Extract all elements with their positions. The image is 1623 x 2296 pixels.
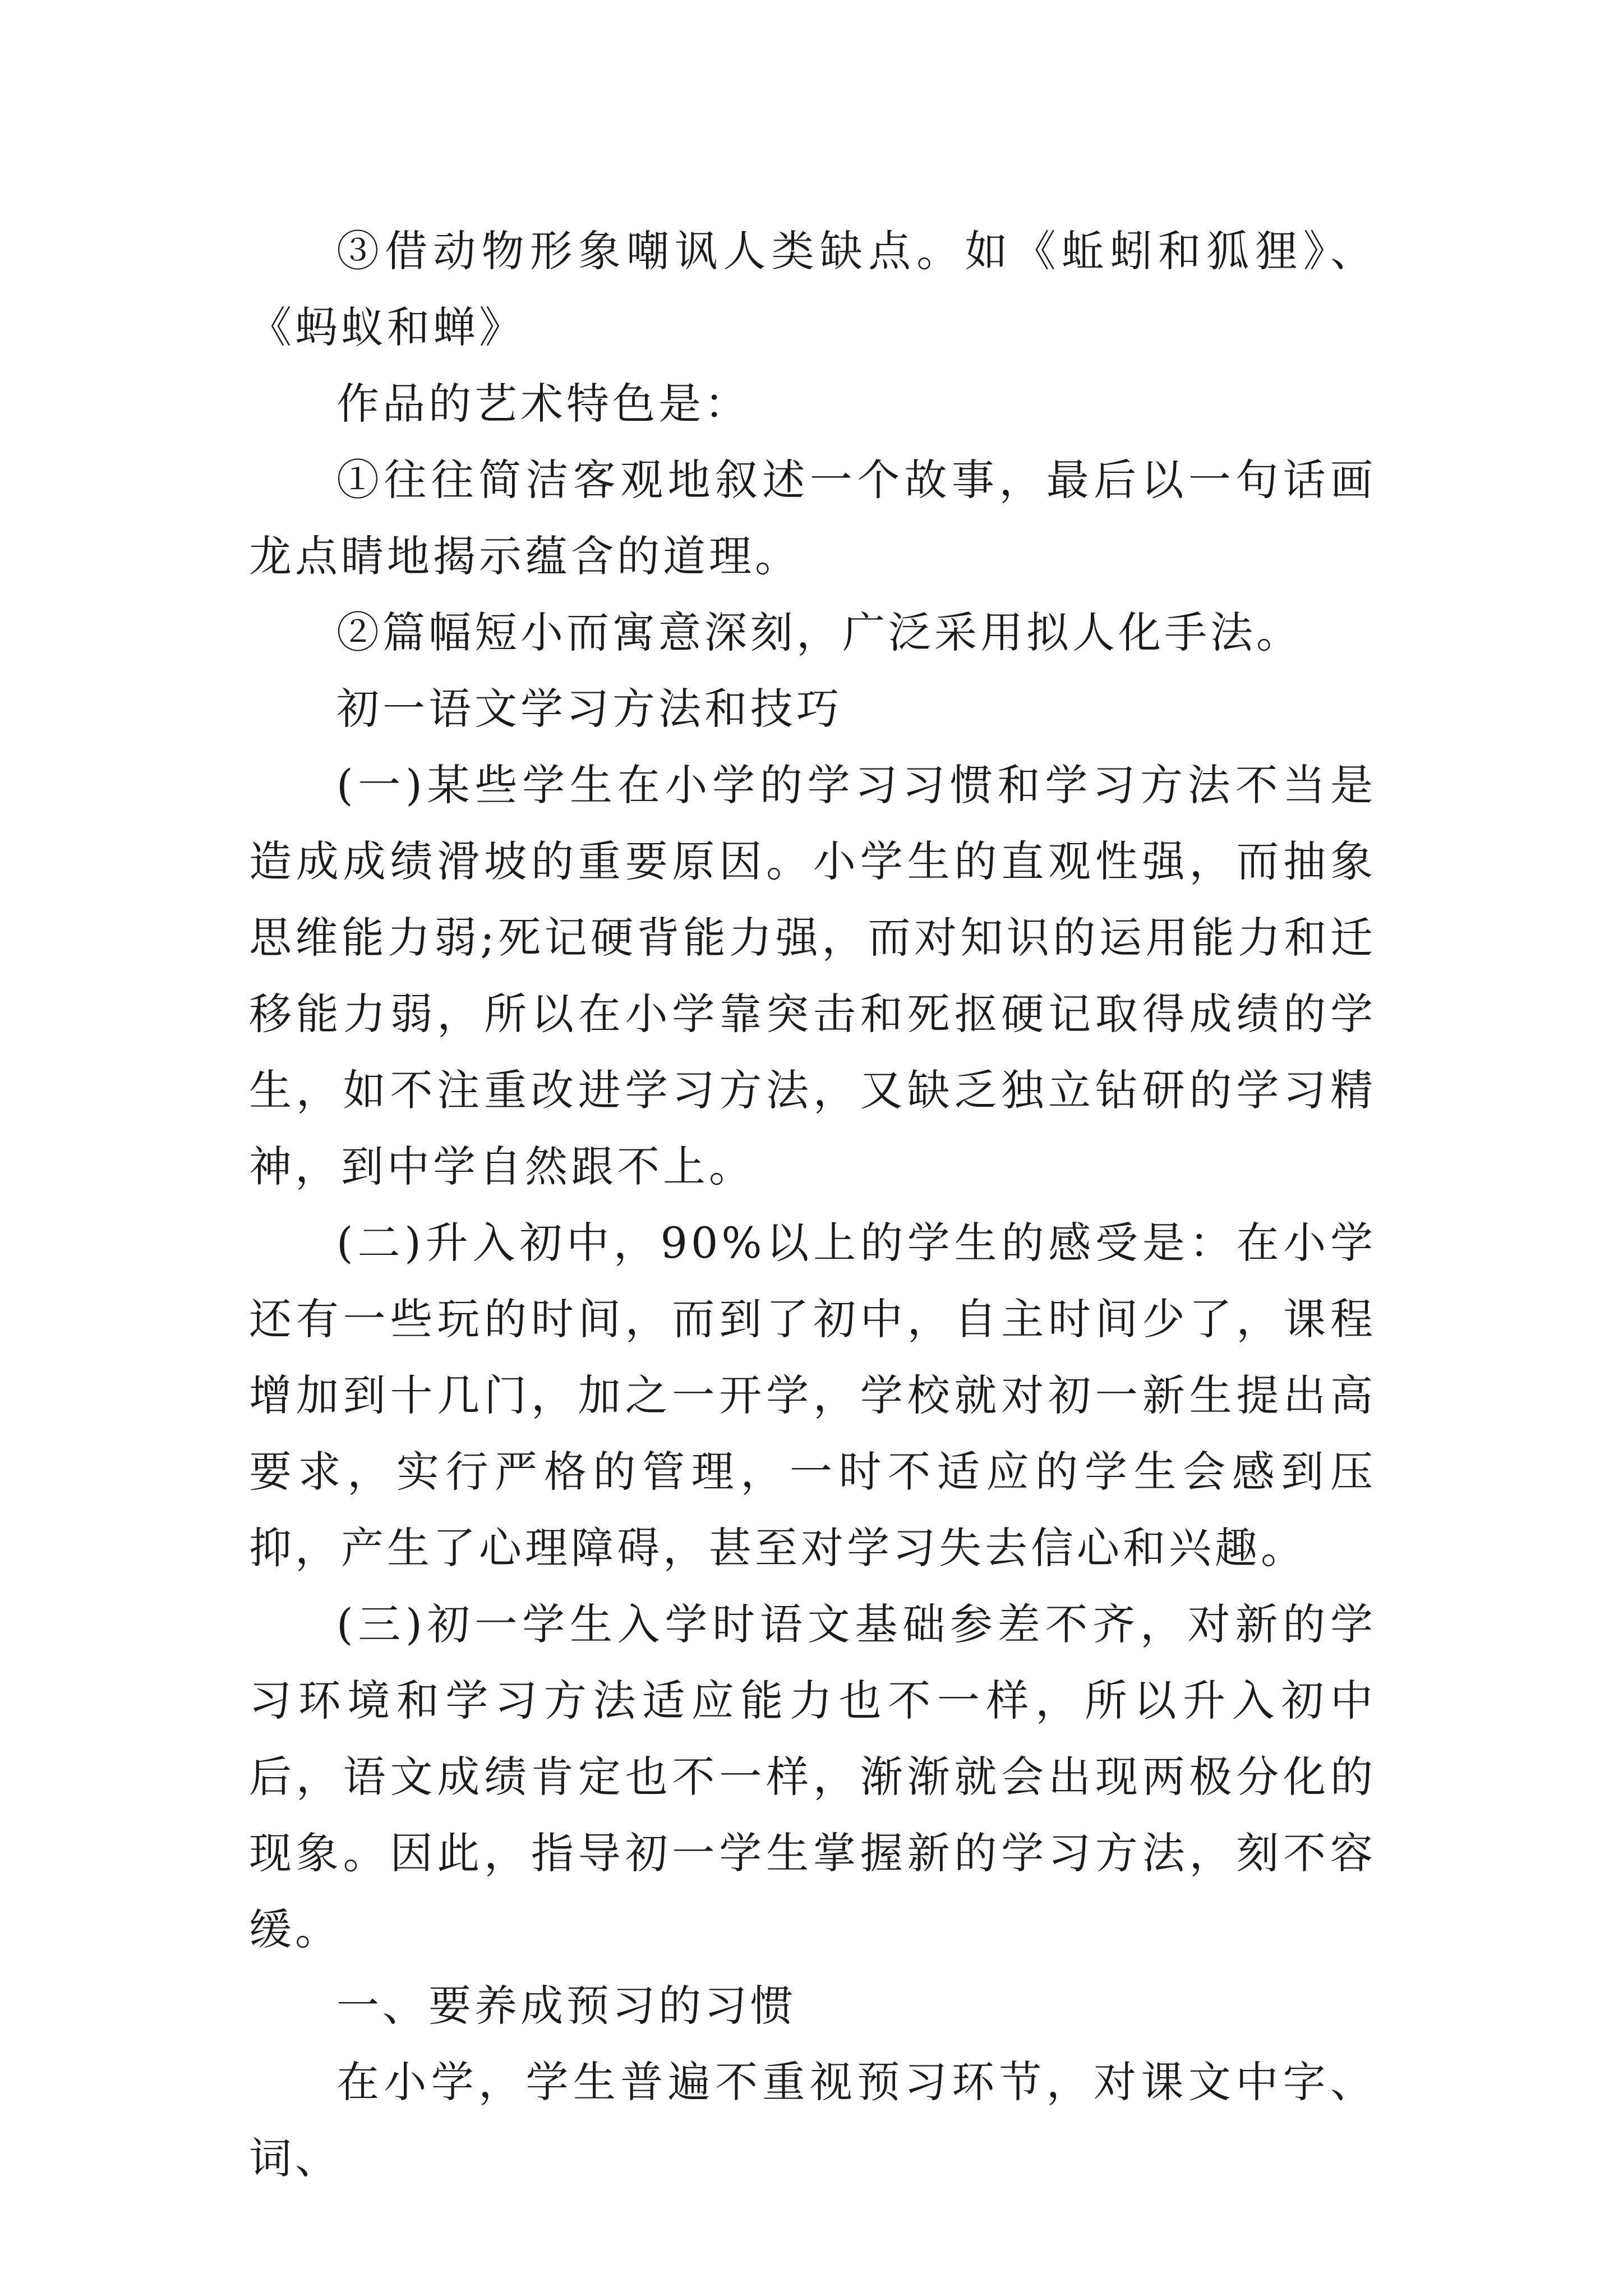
paragraph-point-3: (三)初一学生入学时语文基础参差不齐，对新的学习环境和学习方法适应能力也不一样，所以升入初中后，语文成绩肯定也不一样，渐渐就会出现两极分化的现象。因此，指导初一学生掌握新的学习方法，刻不容缓。 xyxy=(249,1599,1376,1954)
paragraph-fable-satire: ③借动物形象嘲讽人类缺点。如《蚯蚓和狐狸》、《蚂蚁和蝉》 xyxy=(249,226,1376,352)
paragraph-art-feature-1: ①往往简洁客观地叙述一个故事，最后以一句话画龙点睛地揭示蕴含的道理。 xyxy=(249,455,1376,581)
paragraph-art-features-heading: 作品的艺术特色是： xyxy=(336,379,750,429)
document-body xyxy=(249,213,1376,2197)
paragraph-point-1: (一)某些学生在小学的学习习惯和学习方法不当是造成成绩滑坡的重要原因。小学生的直观性强，而抽象思维能力弱;死记硬背能力强，而对知识的运用能力和迁移能力弱，所以在小学靠突击和死抠硬记取得成绩的学生，如不注重改进学习方法，又缺乏独立钻研的学习精神，到中学自然跟不上。 xyxy=(249,760,1376,1191)
paragraph-preview-intro: 在小学，学生普遍不重视预习环节，对课文中字、词、 xyxy=(249,2057,1376,2183)
paragraph-point-2: (二)升入初中，90%以上的学生的感受是：在小学还有一些玩的时间，而到了初中，自主时间少了，课程增加到十几门，加之一开学，学校就对初一新生提出高要求，实行严格的管理，一时不适应的学生会感到压抑，产生了心理障碍，甚至对学习失去信心和兴趣。 xyxy=(249,1218,1376,1573)
section-heading-methods: 初一语文学习方法和技巧 xyxy=(336,684,842,734)
paragraph-art-feature-2: ②篇幅短小而寓意深刻，广泛采用拟人化手法。 xyxy=(336,608,1302,657)
subheading-preview-habit: 一、要养成预习的习惯 xyxy=(336,1981,796,2031)
